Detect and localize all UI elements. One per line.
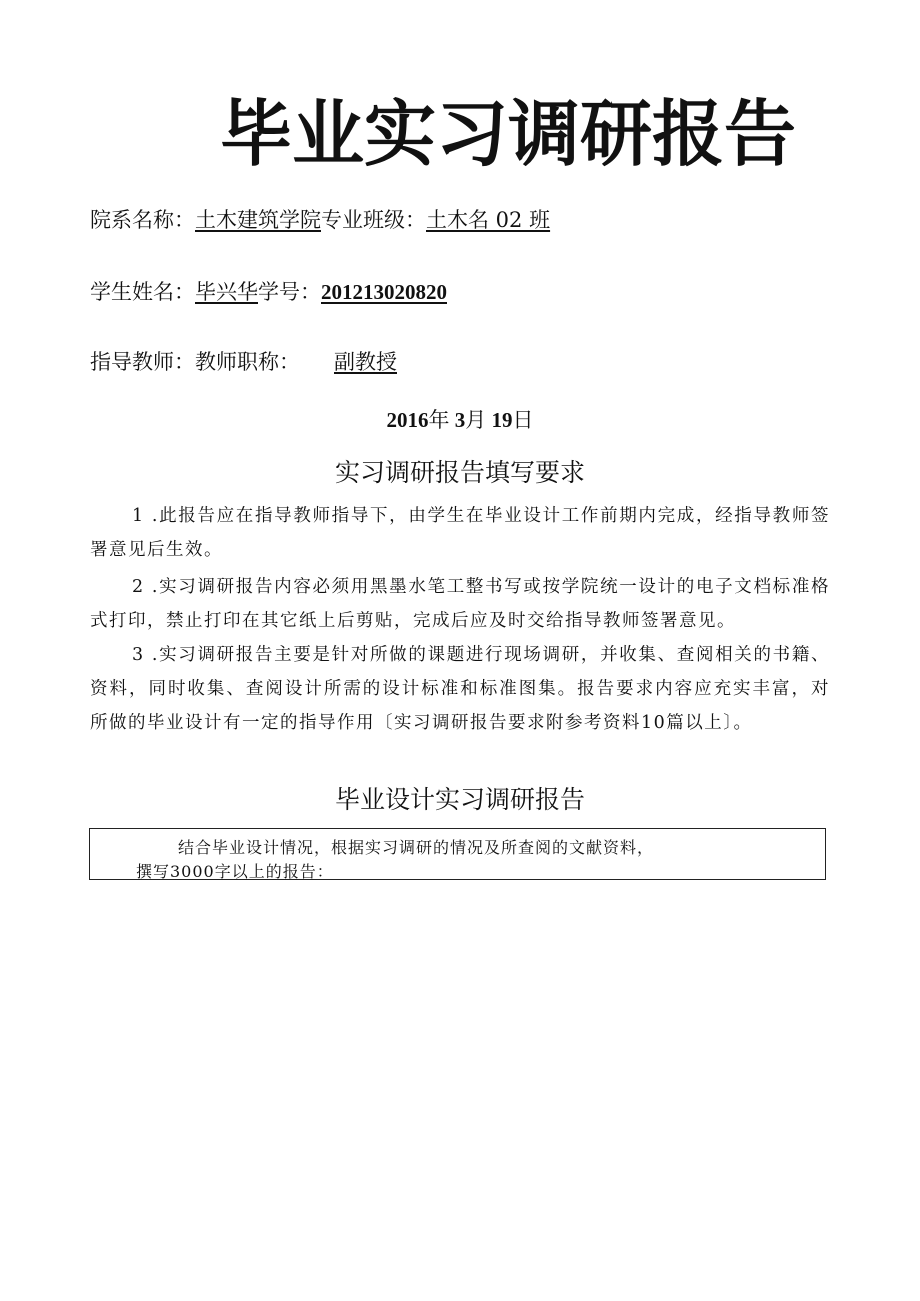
date-month-unit: 月 xyxy=(465,408,487,432)
date-day: 19 xyxy=(491,408,513,432)
info-line-department xyxy=(90,210,550,231)
page-title: 毕业实习调研报告 xyxy=(220,92,797,176)
advisor-rank-label: 教师职称： xyxy=(195,350,300,374)
date-year-unit: 年 xyxy=(428,408,450,432)
info-line-advisor xyxy=(90,352,397,373)
requirement-item-3: 3 .实习调研报告主要是针对所做的课题进行现场调研，并收集、查阅相关的书籍、资料，同时收集、查阅设计所需的设计标准和标准图集。报告要求内容应充实丰富，对所做的毕业设计有一定的指导作用〔实习调研报告要求附参考资料10篇以上〕。 xyxy=(90,645,830,733)
requirement-item-2: 2 .实习调研报告内容必须用黑墨水笔工整书写或按学院统一设计的电子文档标准格式打印，禁止打印在其它纸上后剪贴，完成后应及时交给指导教师签署意见。 xyxy=(90,577,830,631)
info-line-student xyxy=(90,282,447,303)
advisor-label: 指导教师： xyxy=(90,350,195,374)
advisor-rank-value: 副教授 xyxy=(334,350,397,374)
student-name-label: 学生姓名： xyxy=(90,280,195,304)
student-name-value: 毕兴华 xyxy=(195,280,258,304)
report-date xyxy=(0,410,920,431)
date-month: 3 xyxy=(454,408,466,432)
student-id-label: 学号： xyxy=(258,280,321,304)
requirement-item-1: 1 .此报告应在指导教师指导下，由学生在毕业设计工作前期内完成，经指导教师签署意见后生效。 xyxy=(90,506,830,560)
requirements-heading: 实习调研报告填写要求 xyxy=(334,458,585,487)
report-instruction-line-2: 撰写3000字以上的报告： xyxy=(136,862,334,881)
student-id-value: 201213020820 xyxy=(321,280,447,304)
report-heading: 毕业设计实习调研报告 xyxy=(334,785,585,814)
date-year: 2016 xyxy=(386,408,429,432)
report-content-box xyxy=(89,828,826,880)
class-value: 土木名 02 班 xyxy=(426,208,551,232)
class-label: 专业班级： xyxy=(321,208,426,232)
department-label: 院系名称： xyxy=(90,208,195,232)
report-instruction-line-1: 结合毕业设计情况，根据实习调研的情况及所查阅的文献资料， xyxy=(178,838,655,857)
date-day-unit: 日 xyxy=(512,408,534,432)
department-value: 土木建筑学院 xyxy=(195,208,321,232)
